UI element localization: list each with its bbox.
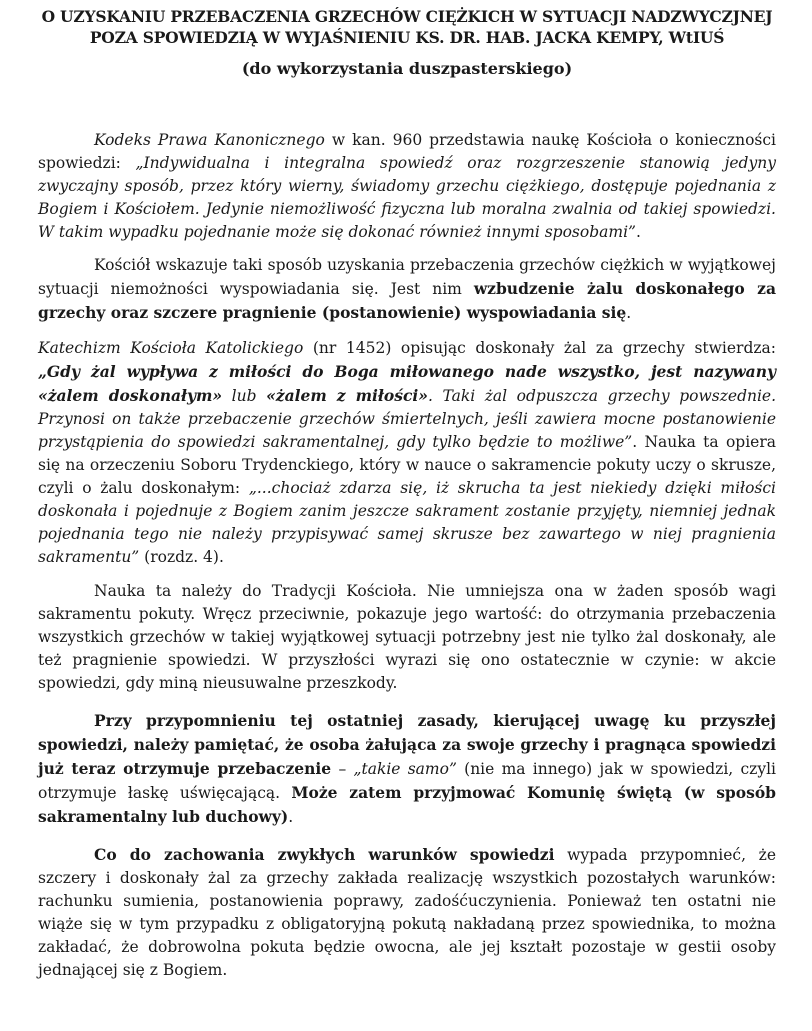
title-line-2: POZA SPOWIEDZIĄ W WYJAŚNIENIU KS. DR. HAB. JACKA KEMPY, WtIUŚ xyxy=(89,28,725,47)
paragraph-text: – xyxy=(331,760,354,778)
paragraph-canon-law xyxy=(38,129,776,244)
paragraph-text-2: . Nauka ta opiera się na orzeczeniu Soboru Trydenckiego, który w nauce o sakramencie pokuty uczy o skrusze, czyli o żalu doskonałym: xyxy=(38,433,776,497)
catechism-quote-lub: lub xyxy=(222,387,267,405)
paragraph-text: wypada przypomnieć, że szczery i doskonały żal za grzechy zakłada realizację wszystkich pozostałych warunków: rachunku sumienia, postanowienia poprawy, zadośćuczynienia. Ponieważ ten ostatni nie wiąże się w tym przypadku z obligatoryjną pokutą nakładaną przez spowiednika, to można zakładać, że dobrowolna pokuta będzie owocna, ale jej kształt pozostaje w gestii osoby jednającej się z Bogiem. xyxy=(38,846,776,979)
emphasis-text: wzbudzenie żalu doskonałego za grzechy oraz szczere pragnienie (postanowienie) wyspowiadania się xyxy=(38,279,776,322)
paragraph-text: Kościół wskazuje taki sposób uzyskania przebaczenia grzechów ciężkich w wyjątkowej sytuacji niemożności wyspowiadania się. Jest nim xyxy=(38,256,776,298)
source-title: Kodeks Prawa Kanonicznego xyxy=(94,131,325,149)
paragraph-tradition: Nauka ta należy do Tradycji Kościoła. Nie umniejsza ona w żaden sposób wagi sakramentu pokuty. Wręcz przeciwnie, pokazuje jego wartość: do otrzymania przebaczenia wszystkich grzechów w takiej wyjątkowej sytuacji potrzebny jest nie tylko żal doskonały, ale też pragnienie spowiedzi. W przyszłości wyrazi się ono ostatecznie w czynie: w akcie spowiedzi, gdy miną nieusuwalne przeszkody. xyxy=(38,582,776,692)
catechism-quote-bold-2: «żalem z miłości» xyxy=(266,386,428,405)
paragraph-end: . xyxy=(635,223,641,241)
paragraph-end: . xyxy=(288,808,294,826)
quoted-phrase: „takie samo” xyxy=(353,760,457,778)
paragraph-text: (nr 1452) opisując doskonały żal za grzechy stwierdza: xyxy=(303,339,777,357)
paragraph-catechism xyxy=(38,337,776,569)
trent-quote: „...chociaż zdarza się, iż skrucha ta jest niekiedy dzięki miłości doskonała i pojednuje z Bogiem zanim jeszcze sakrament zostanie przyjęty, niemniej jednak pojednania tego nie należy przypisywać samej skrusze bez zawartego w niej pragnienia sakramentu” xyxy=(38,479,776,566)
emphasis-text-2: Może zatem przyjmować Komunię świętą (w sposób sakramentalny lub duchowy) xyxy=(38,783,777,826)
paragraph-conditions xyxy=(38,843,776,982)
emphasis-text: Co do zachowania zwykłych warunków spowiedzi xyxy=(94,845,555,864)
paragraph-text-2: (nie ma innego) jak w spowiedzi, czyli otrzymuje łaskę uświęcającą. xyxy=(38,760,776,802)
paragraph-end: (rozdz. 4). xyxy=(139,548,224,566)
paragraph-forgiveness xyxy=(38,709,776,829)
paragraph-perfect-contrition xyxy=(38,254,776,325)
document-subtitle: (do wykorzystania duszpasterskiego) xyxy=(241,59,573,78)
canon-quote: „Indywidualna i integralna spowiedź oraz rozgrzeszenie stanowią jedyny zwyczajny sposób, przez który wierny, świadomy grzechu ciężkiego, dostępuje pojednania z Bogiem i Kościołem. Jedynie niemożliwość fizyczna lub moralna zwalnia od takiej spowiedzi. W takim wypadku pojednanie może się dokonać również innymi sposobami” xyxy=(38,154,776,241)
catechism-quote-bold: „Gdy żal wypływa z miłości do Boga miłowanego nade wszystko, jest nazywany «żalem doskonałym» xyxy=(38,362,776,405)
paragraph-end: . xyxy=(626,304,632,322)
title-line-1: O UZYSKANIU PRZEBACZENIA GRZECHÓW CIĘŻKICH W SYTUACJI NADZWYCZJNEJ xyxy=(41,7,773,26)
paragraph-text: w kan. 960 przedstawia naukę Kościoła o konieczności spowiedzi: xyxy=(38,131,776,172)
document-page xyxy=(38,6,776,982)
document-title xyxy=(38,6,776,48)
source-title: Katechizm Kościoła Katolickiego xyxy=(38,339,304,357)
emphasis-text: Przy przypomnieniu tej ostatniej zasady, kierującej uwagę ku przyszłej spowiedzi, należy pamiętać, że osoba żałująca za swoje grzechy i pragnąca spowiedzi już teraz otrzymuje przebaczenie xyxy=(38,711,776,778)
catechism-quote-rest: . Taki żal odpuszcza grzechy powszednie. Przynosi on także przebaczenie grzechów śmiertelnych, jeśli zawiera mocne postanowienie przystąpienia do spowiedzi sakramentalnej, gdy tylko będzie to możliwe” xyxy=(38,387,777,451)
